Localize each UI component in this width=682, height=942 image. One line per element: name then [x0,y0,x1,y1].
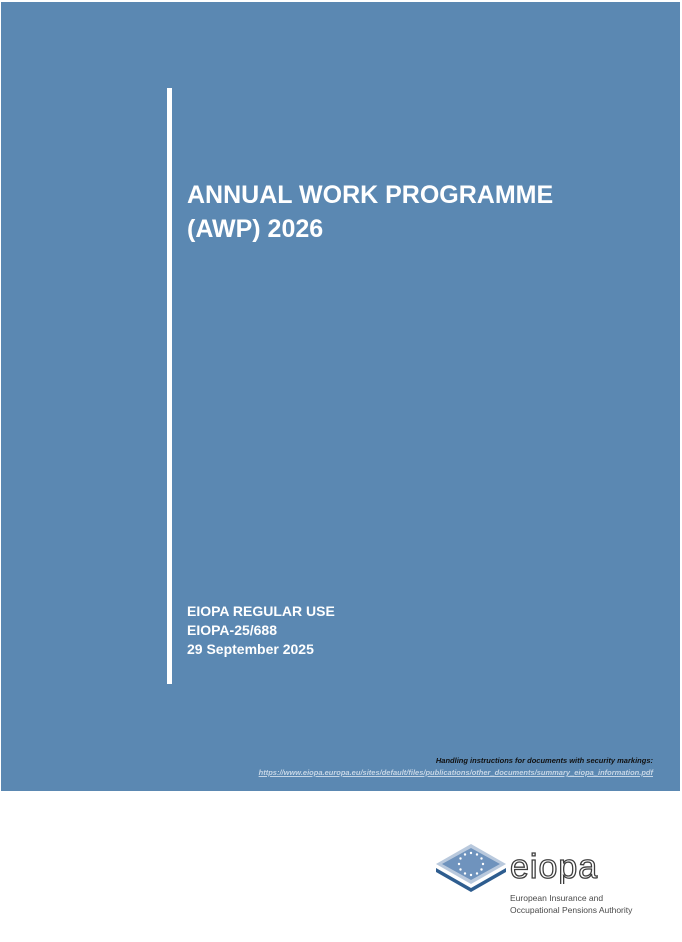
document-date: 29 September 2025 [187,641,314,657]
eiopa-name-line-1: European Insurance and [510,893,604,903]
vertical-rule [167,88,172,684]
cover-panel [1,2,680,791]
handling-link[interactable]: https://www.eiopa.europa.eu/sites/default/files/publications/other_documents/summary_eiopa_information.pdf [258,768,653,777]
document-title [187,178,607,246]
svg-text:eiopa: eiopa [510,848,599,884]
document-meta [187,602,335,659]
eiopa-name-line-2: Occupational Pensions Authority [510,905,633,915]
classification-label: EIOPA REGULAR USE [187,603,335,619]
title-line-2: (AWP) 2026 [187,215,324,243]
eiopa-wordmark [510,848,630,884]
document-reference: EIOPA-25/688 [187,622,278,638]
eiopa-stars-emblem-icon [434,842,508,892]
title-line-1: ANNUAL WORK PROGRAMME [187,181,554,209]
eiopa-logo [434,842,664,922]
handling-instructions [259,755,653,779]
eiopa-full-name [510,892,632,916]
handling-label: Handling instructions for documents with security markings: [435,756,653,765]
